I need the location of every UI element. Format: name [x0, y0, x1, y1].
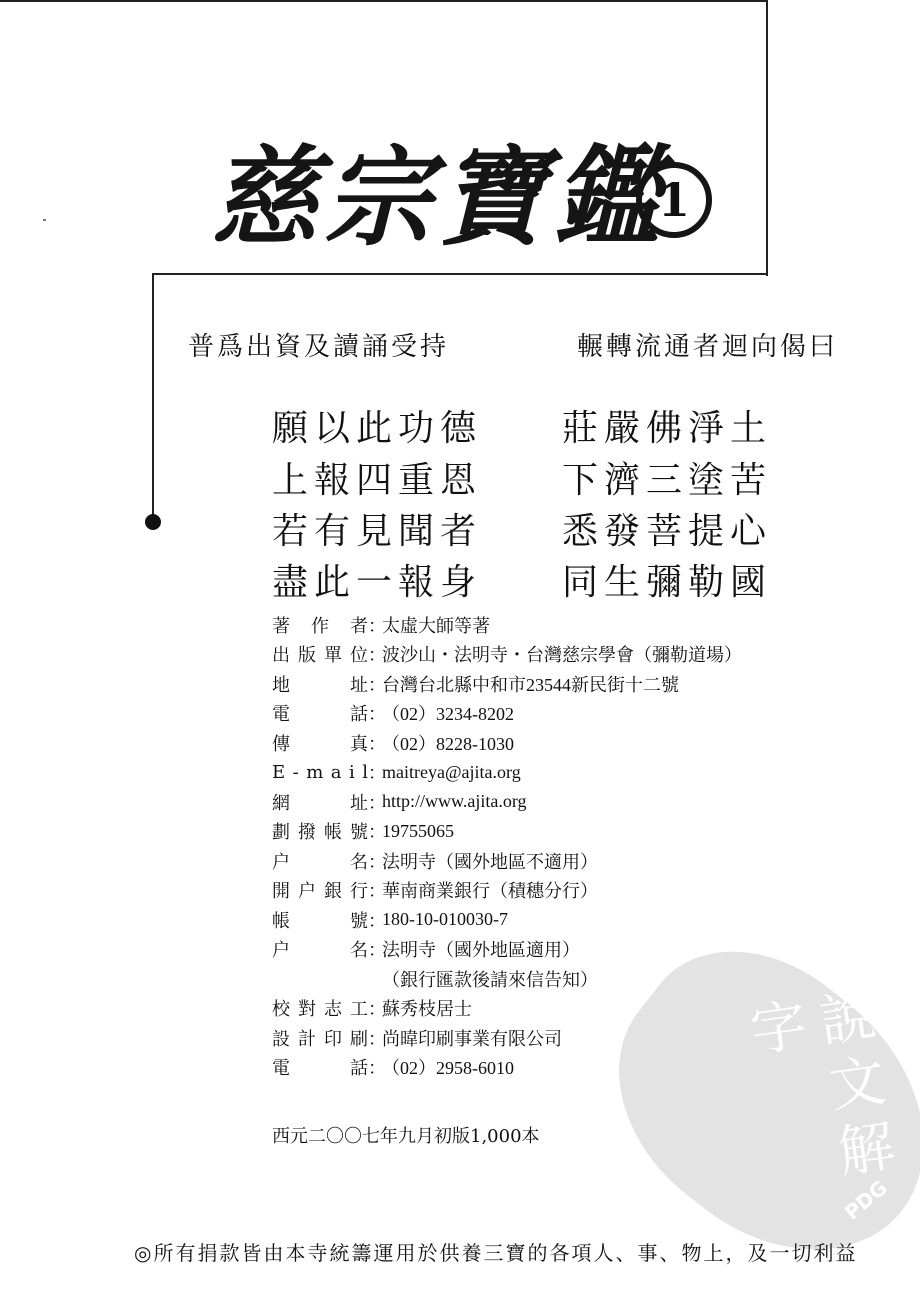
info-label: [272, 936, 368, 962]
info-colon: ：: [368, 645, 386, 667]
info-label-char: 設: [272, 1028, 290, 1050]
volume-number-circle: [636, 162, 712, 238]
info-label-char: 者: [350, 615, 368, 637]
info-label: [272, 700, 368, 726]
info-label-char: 真: [350, 733, 368, 755]
info-row: [272, 758, 872, 788]
info-label-char: 電: [272, 1058, 290, 1080]
verse-right: 下濟三塗苦: [561, 460, 772, 501]
info-row: [272, 728, 872, 758]
dedication-left: 普爲出資及讀誦受持: [188, 332, 450, 362]
info-label: [272, 789, 368, 815]
frame-left-line: [152, 273, 154, 523]
info-colon: ：: [368, 763, 386, 785]
info-label-char: m: [306, 761, 324, 783]
info-value: 19755065: [382, 820, 454, 841]
frame-top-line: [0, 0, 768, 2]
info-label-char: 作: [311, 615, 329, 637]
info-colon: ：: [368, 940, 386, 962]
info-row: [272, 699, 872, 729]
info-continuation: （銀行匯款後請來信告知）: [382, 969, 598, 991]
info-label: [272, 995, 368, 1021]
info-value: http://www.ajita.org: [382, 791, 527, 812]
info-colon: ：: [368, 615, 386, 637]
info-colon: ：: [368, 851, 386, 873]
info-colon: ：: [368, 822, 386, 844]
info-value: 台灣台北縣中和市23544新民街十二號: [382, 674, 679, 695]
info-value: 華南商業銀行（積穗分行）: [382, 881, 598, 902]
info-label-char: 出: [272, 645, 290, 667]
verse-left: 盡此一報身: [272, 562, 483, 603]
info-colon: ：: [368, 704, 386, 726]
info-colon: ：: [368, 792, 386, 814]
info-label: [272, 877, 368, 903]
info-label-char: 劃: [272, 822, 290, 844]
verse-right: 同生彌勒國: [561, 562, 772, 603]
verse-line: [272, 503, 772, 554]
info-label-char: 校: [272, 999, 290, 1021]
info-colon: ：: [368, 1028, 386, 1050]
info-label-char: 版: [298, 645, 316, 667]
info-label-char: 名: [350, 851, 368, 873]
info-label: [272, 730, 368, 756]
info-label-char: 話: [350, 1058, 368, 1080]
info-colon: ：: [368, 1058, 386, 1080]
info-label-char: 地: [272, 674, 290, 696]
info-label: [272, 612, 368, 638]
info-row: [272, 905, 872, 935]
scan-speck: [43, 219, 46, 221]
info-row: [272, 876, 872, 906]
info-value: （02）8228-1030: [382, 733, 514, 754]
info-label-char: 行: [350, 881, 368, 903]
info-label: [272, 848, 368, 874]
watermark-text: PDG: [839, 1175, 892, 1225]
info-label-char: 電: [272, 704, 290, 726]
info-label-char: 位: [350, 645, 368, 667]
info-label-char: 帳: [324, 822, 342, 844]
verse-left: 上報四重恩: [272, 460, 483, 501]
info-value: 波沙山・法明寺・台灣慈宗學會（彌勒道場）: [382, 645, 742, 666]
info-label-char: 著: [272, 615, 290, 637]
info-label-char: 單: [324, 645, 342, 667]
info-label-char: 計: [298, 1028, 316, 1050]
info-label-char: 址: [350, 792, 368, 814]
info-label-char: 網: [272, 792, 290, 814]
info-label-char: 帳: [272, 910, 290, 932]
info-label-char: 傳: [272, 733, 290, 755]
info-value: 法明寺（國外地區不適用）: [382, 851, 598, 872]
info-label-char: 户: [298, 881, 316, 903]
info-row: [272, 669, 872, 699]
frame-middle-line: [152, 273, 768, 275]
info-label-char: 話: [350, 704, 368, 726]
info-label-char: 户: [272, 940, 290, 962]
info-label-char: l: [362, 761, 368, 783]
info-label-char: -: [292, 761, 299, 783]
info-row: [272, 610, 872, 640]
info-row: [272, 935, 872, 965]
info-label-char: 撥: [298, 822, 316, 844]
info-label-char: E: [272, 761, 286, 783]
info-value: 蘇秀枝居士: [382, 999, 472, 1020]
frame-right-line: [766, 0, 768, 276]
info-label: [272, 641, 368, 667]
info-label-char: i: [348, 761, 355, 783]
info-label-char: 志: [324, 999, 342, 1021]
info-label-char: 刷: [350, 1028, 368, 1050]
info-colon: ：: [368, 999, 386, 1021]
footer-note: ◎所有捐款皆由本寺統籌運用於供養三寶的各項人、事、物上，及一切利益: [134, 1241, 858, 1265]
verse-left: 願以此功德: [272, 408, 483, 449]
info-value: 太虛大師等著: [382, 615, 490, 636]
dedication-right: 輾轉流通者迴向偈曰: [576, 332, 838, 362]
frame-end-dot: [145, 514, 161, 530]
info-value: 尚暐印刷事業有限公司: [382, 1028, 562, 1049]
info-colon: ：: [368, 674, 386, 696]
info-label: [272, 818, 368, 844]
info-colon: ：: [368, 910, 386, 932]
info-value: （02）3234-8202: [382, 704, 514, 725]
info-label-char: 印: [324, 1028, 342, 1050]
info-label-char: 開: [272, 881, 290, 903]
info-value: 180-10-010030-7: [382, 909, 508, 930]
info-label-char: 工: [350, 999, 368, 1021]
info-label: [272, 762, 368, 783]
info-value: 法明寺（國外地區適用）: [382, 940, 580, 961]
info-label-char: 號: [350, 822, 368, 844]
volume-number: 1: [657, 173, 690, 227]
info-row: [272, 640, 872, 670]
book-title: 慈宗寶鑑: [210, 134, 667, 261]
info-label-char: 銀: [324, 881, 342, 903]
verse-line: [272, 554, 772, 605]
info-label: [272, 907, 368, 933]
verse-right: 莊嚴佛淨土: [561, 408, 772, 449]
info-label-char: 户: [272, 851, 290, 873]
info-colon: ：: [368, 881, 386, 903]
verse-line: [272, 452, 772, 503]
info-value: maitreya@ajita.org: [382, 761, 521, 782]
verse-right: 悉發菩提心: [561, 511, 772, 552]
seal-stamp-text: 說文解字: [737, 984, 900, 1190]
verse-left: 若有見聞者: [272, 511, 483, 552]
info-label-char: a: [330, 761, 342, 783]
info-label-char: 址: [350, 674, 368, 696]
dedication-line: [188, 326, 838, 363]
info-value: （02）2958-6010: [382, 1058, 514, 1079]
info-row: [272, 846, 872, 876]
info-row: [272, 817, 872, 847]
info-label: [272, 671, 368, 697]
info-label-char: 對: [298, 999, 316, 1021]
info-row: [272, 787, 872, 817]
info-label: [272, 1054, 368, 1080]
info-label-char: 名: [350, 940, 368, 962]
info-label-char: 號: [350, 910, 368, 932]
edition-note: 西元二〇〇七年九月初版1,000本: [272, 1126, 540, 1147]
info-colon: ：: [368, 733, 386, 755]
verse-line: [272, 400, 772, 451]
info-label: [272, 1025, 368, 1051]
